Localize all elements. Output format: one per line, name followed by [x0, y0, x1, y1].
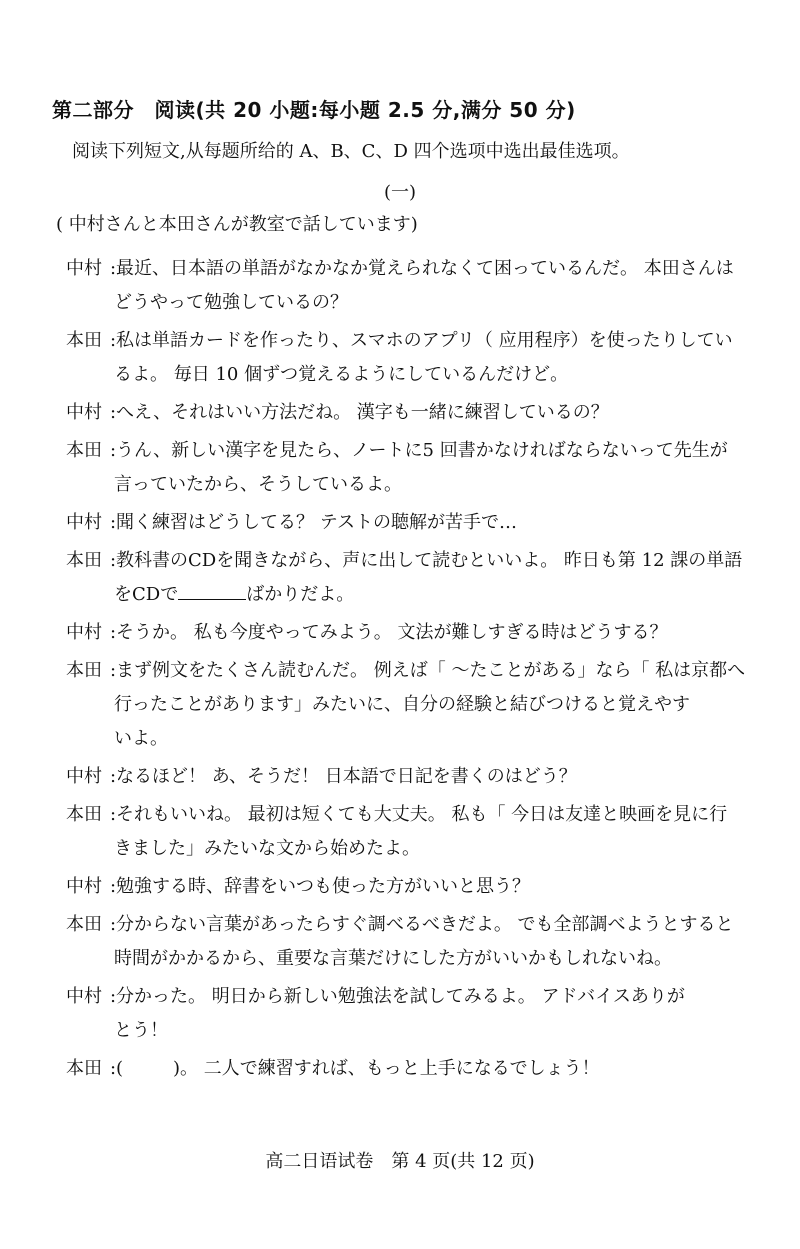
- dialogue-turn: [66, 798, 756, 866]
- dialogue-turn: [66, 396, 756, 430]
- utterance: [116, 396, 756, 430]
- dialogue-turn: [66, 434, 756, 502]
- utterance: [116, 980, 756, 1048]
- utterance-line: るよ。 毎日 10 個ずつ覚えるようにしているんだけど。: [114, 364, 569, 385]
- utterance-line: なるほど！ あ、そうだ！ 日本語で日記を書くのはどう？: [116, 766, 577, 787]
- dialogue-turn: [66, 870, 756, 904]
- speaker-name: 中村: [66, 402, 102, 423]
- utterance: [116, 506, 756, 540]
- answer-blank: [178, 581, 246, 600]
- dialogue-turn: [66, 1052, 756, 1086]
- utterance-line: 時間がかかるから、重要な言葉だけにした方がいいかもしれないね。: [114, 948, 672, 969]
- utterance: [116, 434, 756, 502]
- utterance-line: [116, 1052, 756, 1086]
- utterance-line: 教科書のCDを聞きながら、声に出して読むといいよ。 昨日も第 12 課の単語: [116, 550, 743, 571]
- speaker-colon: :: [110, 402, 117, 423]
- speaker-name: 本田: [66, 660, 102, 681]
- scene-description: ( 中村さんと本田さんが教室で話しています): [56, 214, 418, 235]
- dialogue-turn: [66, 324, 756, 392]
- utterance-line: 私は単語カードを作ったり、スマホのアプリ（ 应用程序）を使ったりしてい: [116, 330, 733, 351]
- utterance-fragment: をCDで: [114, 584, 179, 605]
- speaker-name: 中村: [66, 258, 102, 279]
- utterance-line: 最近、日本語の単語がなかなか覚えられなくて困っているんだ。 本田さんは: [116, 258, 734, 279]
- speaker-colon: :: [110, 1058, 117, 1079]
- utterance-fragment: )。 二人で練習すれば、もっと上手になるでしょう！: [173, 1058, 600, 1079]
- speaker-name: 中村: [66, 622, 102, 643]
- page-footer: 高二日语试卷 第 4 页(共 12 页): [265, 1151, 535, 1172]
- utterance-line: 聞く練習はどうしてる？ テストの聴解が苦手で…: [116, 512, 517, 533]
- utterance: [116, 544, 756, 612]
- passage-number: (一): [383, 182, 417, 203]
- dialogue-turn: [66, 252, 756, 320]
- utterance-line: 勉強する時、辞書をいつも使った方がいいと思う？: [116, 876, 530, 897]
- section-title: 第二部分 阅读(共 20 小题:每小题 2.5 分,满分 50 分): [52, 98, 576, 122]
- speaker-colon: :: [110, 440, 117, 461]
- speaker-colon: :: [110, 550, 117, 571]
- speaker-name: 本田: [66, 550, 102, 571]
- speaker-name: 本田: [66, 914, 102, 935]
- dialogue-turn: [66, 616, 756, 650]
- utterance-line: それもいいね。 最初は短くても大丈夫。 私も「 今日は友達と映画を見に行: [116, 804, 728, 825]
- utterance-line: どうやって勉強しているの？: [114, 292, 348, 313]
- utterance-line: 行ったことがあります」みたいに、自分の経験と結びつけると覚えやす: [114, 694, 690, 715]
- speaker-colon: :: [110, 330, 117, 351]
- speaker-name: 中村: [66, 512, 102, 533]
- speaker-colon: :: [110, 914, 117, 935]
- speaker-name: 本田: [66, 330, 102, 351]
- utterance: [116, 1052, 756, 1086]
- dialogue-turn: [66, 908, 756, 976]
- utterance: [116, 908, 756, 976]
- dialogue-turn: [66, 654, 756, 756]
- speaker-name: 中村: [66, 986, 102, 1007]
- utterance-line: 分からない言葉があったらすぐ調べるべきだよ。 でも全部調べようとすると: [116, 914, 734, 935]
- utterance: [116, 324, 756, 392]
- utterance: [116, 870, 756, 904]
- speaker-colon: :: [110, 258, 117, 279]
- utterance: [116, 654, 756, 756]
- speaker-colon: :: [110, 766, 117, 787]
- dialogue: [66, 252, 756, 1090]
- utterance-line: うん、新しい漢字を見たら、ノートに5 回書かなければならないって先生が: [116, 440, 728, 461]
- utterance-line: いよ。: [114, 728, 168, 749]
- speaker-name: 本田: [66, 804, 102, 825]
- speaker-name: 中村: [66, 766, 102, 787]
- speaker-colon: :: [110, 804, 117, 825]
- speaker-colon: :: [110, 986, 117, 1007]
- utterance-line: そうか。 私も今度やってみよう。 文法が難しすぎる時はどうする？: [116, 622, 668, 643]
- utterance-fragment: ばかりだよ。: [246, 584, 355, 605]
- dialogue-turn: [66, 980, 756, 1048]
- utterance: [116, 798, 756, 866]
- speaker-colon: :: [110, 660, 117, 681]
- utterance-line: へえ、それはいい方法だね。 漢字も一緒に練習しているの？: [116, 402, 609, 423]
- utterance: [116, 616, 756, 650]
- speaker-name: 本田: [66, 440, 102, 461]
- speaker-colon: :: [110, 512, 117, 533]
- dialogue-turn: [66, 506, 756, 540]
- utterance-fragment: (: [116, 1058, 124, 1079]
- utterance-line: きました」みたいな文から始めたよ。: [114, 838, 420, 859]
- utterance: [116, 760, 756, 794]
- utterance-line: まず例文をたくさん読むんだ。 例えば「 ～たことがある」なら「 私は京都へ: [116, 660, 746, 681]
- dialogue-turn: [66, 544, 756, 612]
- utterance: [116, 252, 756, 320]
- speaker-name: 本田: [66, 1058, 102, 1079]
- utterance-line: 言っていたから、そうしているよ。: [114, 474, 402, 495]
- speaker-colon: :: [110, 876, 117, 897]
- speaker-colon: :: [110, 622, 117, 643]
- dialogue-turn: [66, 760, 756, 794]
- utterance-line: [114, 578, 756, 612]
- utterance-line: とう！: [114, 1020, 168, 1041]
- speaker-name: 中村: [66, 876, 102, 897]
- utterance-line: 分かった。 明日から新しい勉強法を試してみるよ。 アドバイスありが: [116, 986, 685, 1007]
- instruction-text: 阅读下列短文,从每题所给的 A、B、C、D 四个选项中选出最佳选项。: [72, 141, 630, 162]
